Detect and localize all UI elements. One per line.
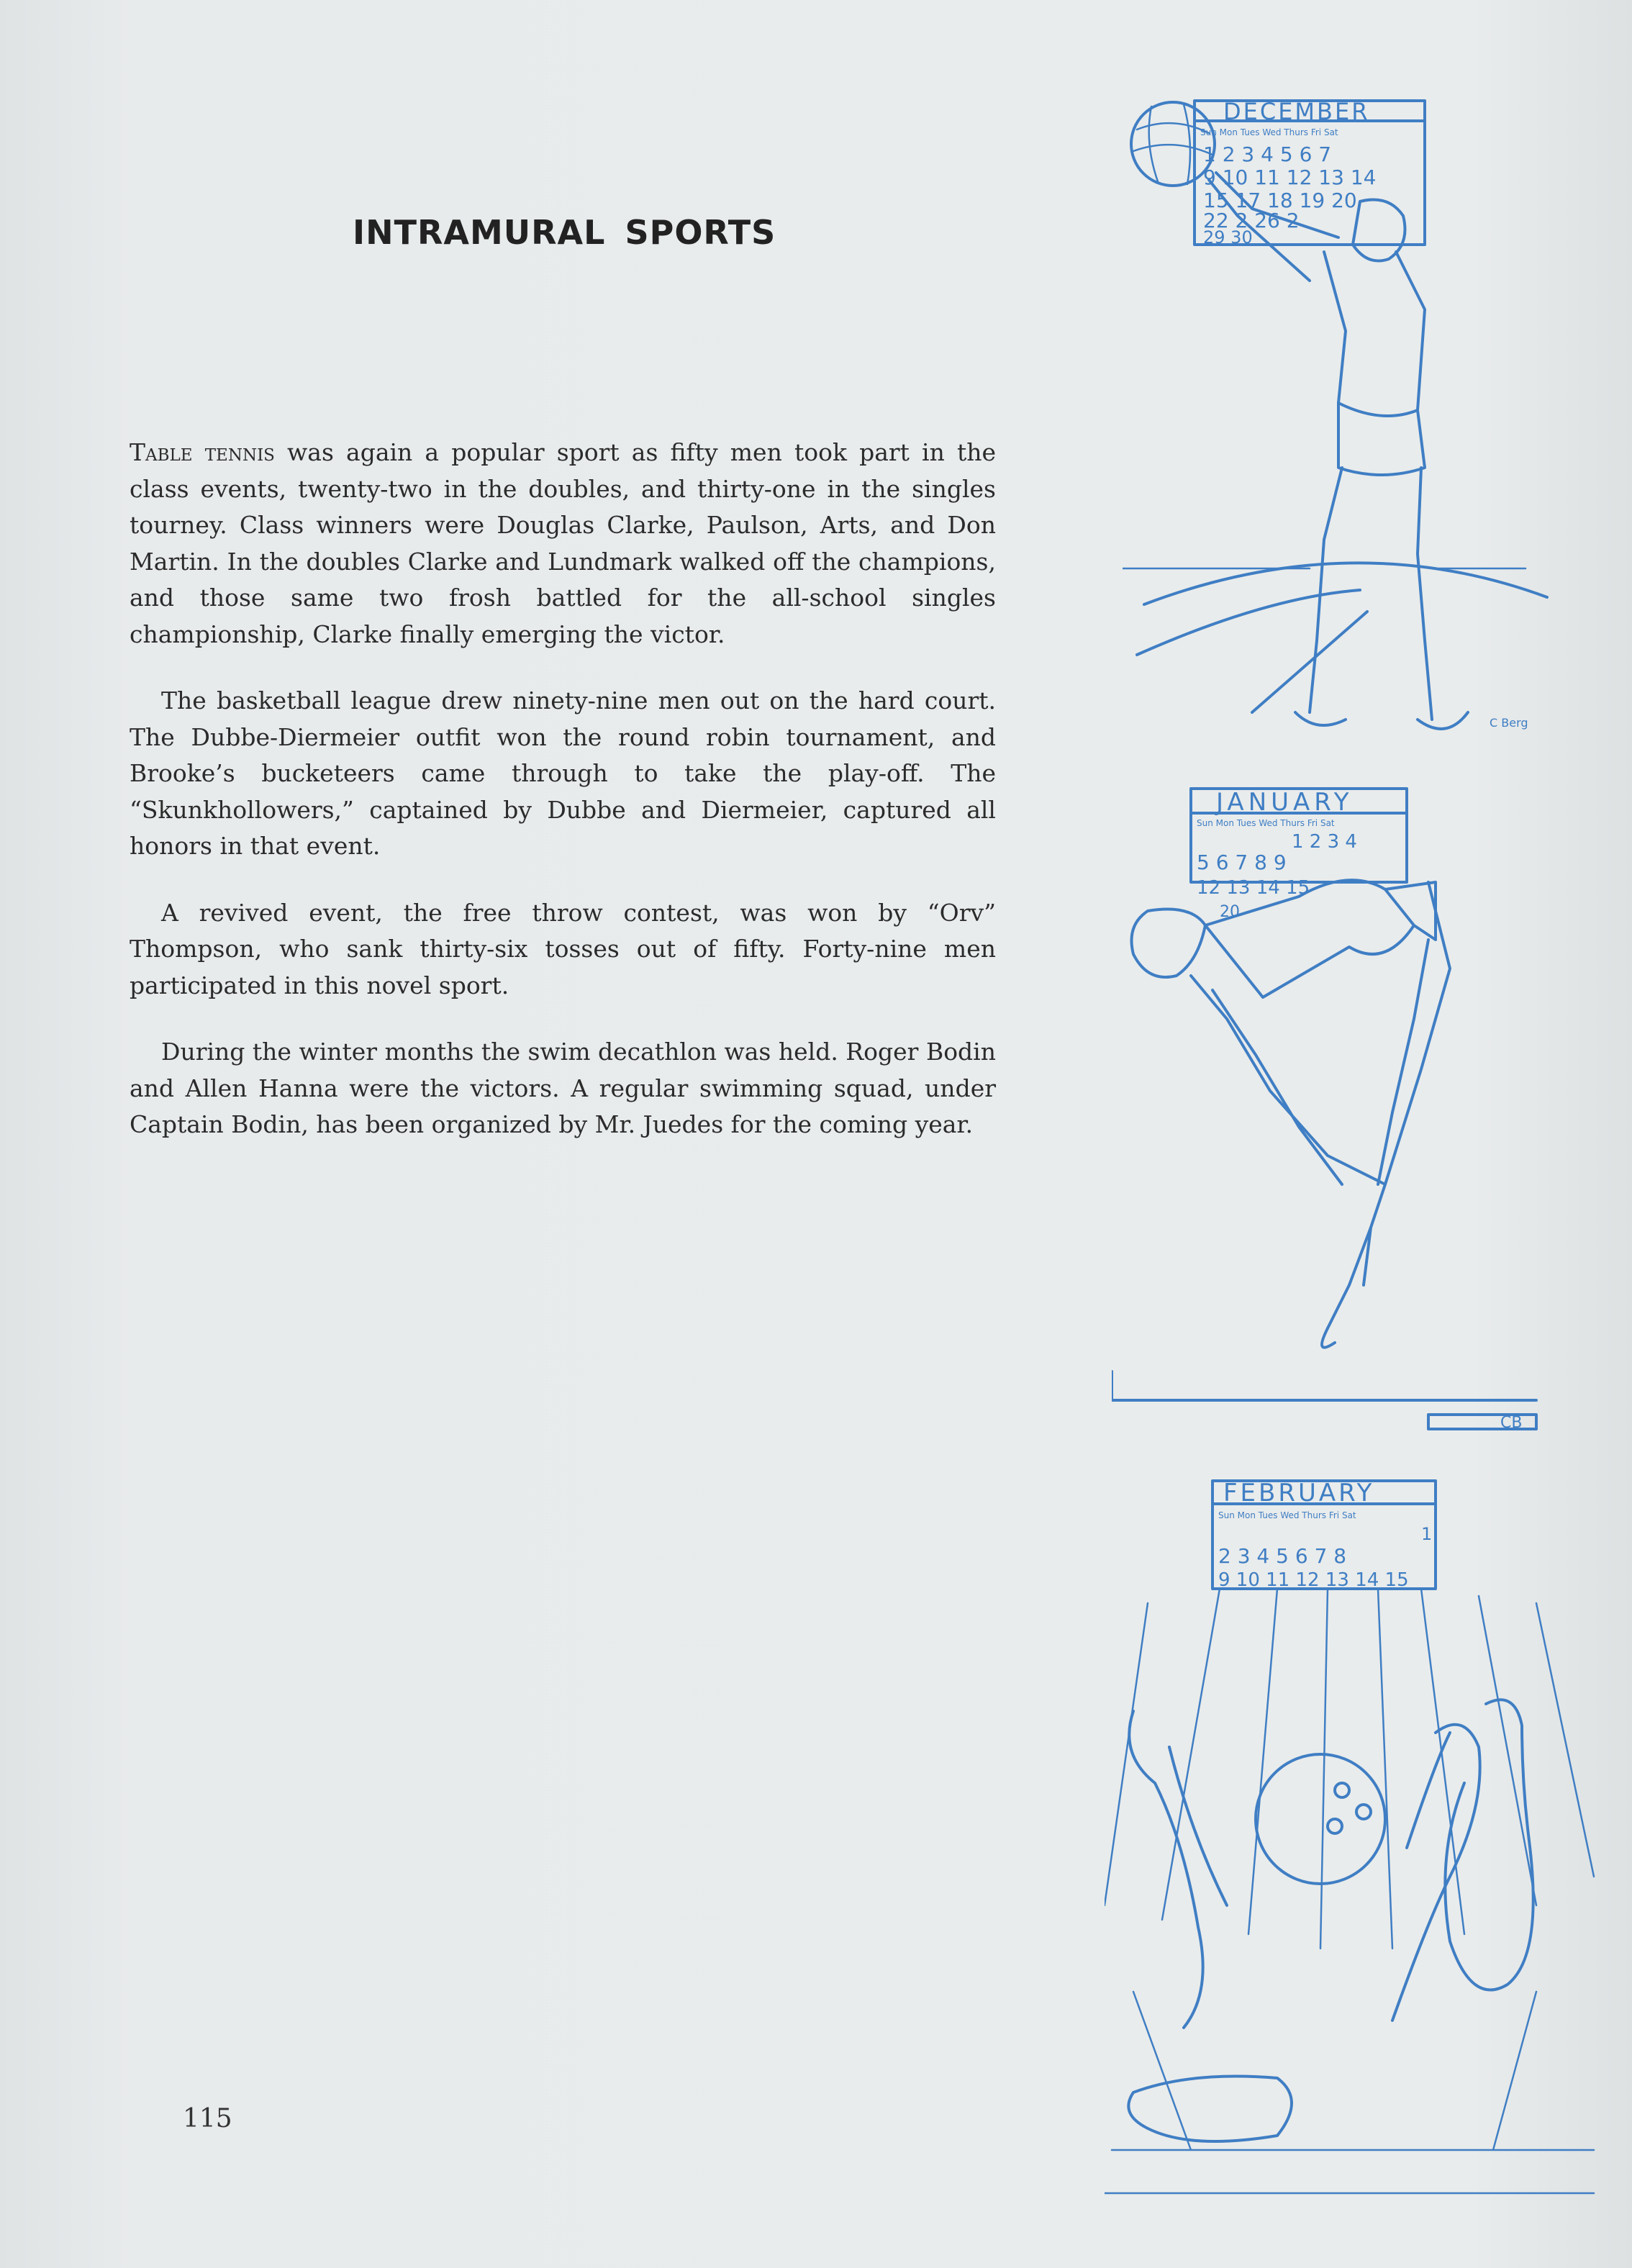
december-calendar-row: 1 2 3 4 5 6 7 bbox=[1203, 142, 1332, 166]
january-calendar-row: 12 13 14 15 bbox=[1197, 877, 1310, 899]
december-calendar-row: 9 10 11 12 13 14 bbox=[1203, 165, 1377, 189]
january-calendar-row: 5 6 7 8 9 bbox=[1197, 850, 1287, 874]
february-calendar-day-headers: Sun Mon Tues Wed Thurs Fri Sat bbox=[1218, 1510, 1356, 1520]
january-calendar-row: 1 2 3 4 bbox=[1292, 831, 1357, 853]
paragraph-text: was again a popular sport as fifty men took part in the class events, twenty-two in the doubles, and thirty-one in the singles tourney. Class winners were Douglas Clarke, Paulson, Arts, and Don Martin. In the doubles Clarke and Lundmark walked off the champions, and those same two frosh battled for the all-school singles championship, Clarke finally emerging the victor. bbox=[130, 438, 996, 648]
fallen-pin bbox=[1128, 2077, 1292, 2142]
january-calendar-row: 20 bbox=[1220, 903, 1240, 921]
paragraph-swimming: During the winter months the swim decathlon was held. Roger Bodin and Allen Hanna were the victors. A regular swimming squad, under Captain Bodin, has been organized by Mr. Juedes for the coming year. bbox=[130, 1038, 996, 1138]
december-calendar-row: 15 17 18 19 20 bbox=[1203, 189, 1357, 212]
january-calendar-month: JANUARY bbox=[1216, 788, 1354, 817]
article-body bbox=[130, 435, 996, 1174]
basketball-illustration bbox=[1123, 94, 1569, 756]
december-calendar-month: DECEMBER bbox=[1223, 98, 1370, 125]
january-calendar-day-headers: Sun Mon Tues Wed Thurs Fri Sat bbox=[1197, 818, 1335, 828]
bowling-illustration bbox=[1105, 1474, 1601, 2208]
page-heading: INTRAMURAL SPORTS bbox=[353, 213, 776, 252]
february-calendar-month: FEBRUARY bbox=[1223, 1479, 1375, 1507]
paragraph-table-tennis bbox=[130, 435, 996, 653]
diving-board bbox=[1112, 1371, 1536, 1429]
february-calendar-row: 2 3 4 5 6 7 8 bbox=[1218, 1544, 1347, 1568]
paragraph-free-throw: A revived event, the free throw contest, was won by “Orv” Thompson, who sank thirty-six tosses out of fifty. Forty-nine men participated in this novel sport. bbox=[130, 898, 996, 999]
december-calendar-row: 22 2 26 2 bbox=[1203, 209, 1300, 232]
diving-signature: CB bbox=[1500, 1414, 1523, 1432]
paragraph-basketball: The basketball league drew ninety-nine men out on the hard court. The Dubbe-Diermeier outfit won the round robin tournament, and Brooke’s bucketeers came through to take the play-off. The “Skunkhollowers,” captained by Dubbe and Diermeier, captured all honors in that event. bbox=[130, 686, 996, 860]
february-calendar-row: 1 bbox=[1421, 1524, 1433, 1544]
february-calendar-row: 9 10 11 12 13 14 15 bbox=[1218, 1569, 1409, 1591]
paragraph-lead-in: Table tennis bbox=[130, 438, 275, 466]
diving-illustration bbox=[1112, 781, 1558, 1443]
december-calendar-row: 29 30 bbox=[1203, 227, 1253, 248]
basketball-signature: C Berg bbox=[1490, 716, 1528, 730]
december-calendar-day-headers: Sun Mon Tues Wed Thurs Fri Sat bbox=[1200, 127, 1338, 137]
page-number: 115 bbox=[183, 2104, 232, 2133]
diver-head bbox=[1132, 910, 1206, 978]
